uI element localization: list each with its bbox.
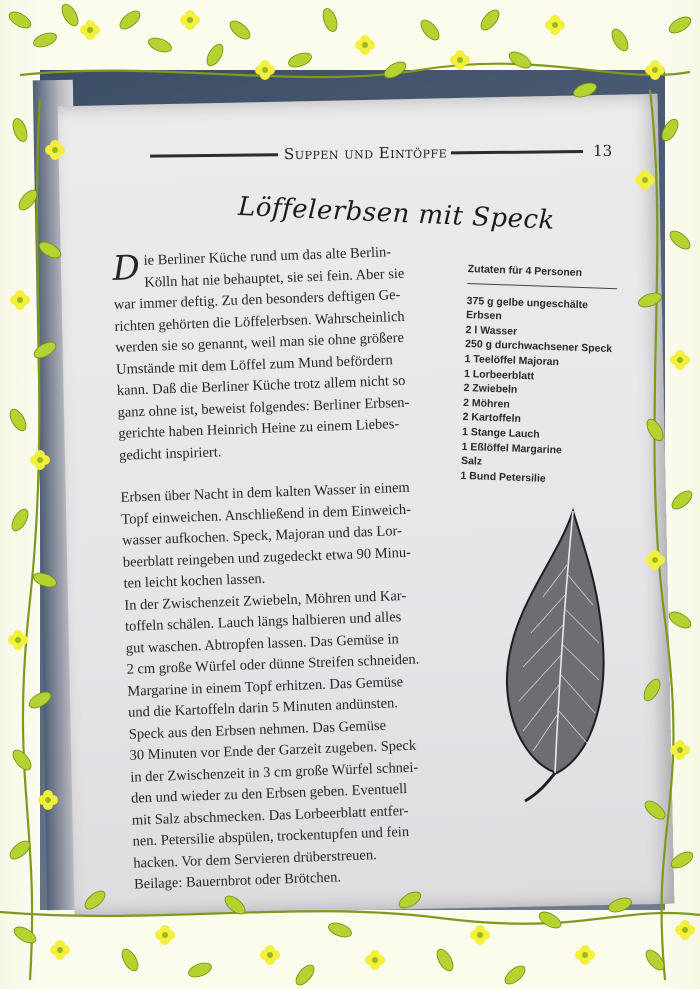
intro-line: werden sie so genannt, weil man sie ohne größere [115, 329, 405, 356]
ingredient-item: 2 Kartoffeln [462, 411, 522, 426]
ingredient-item: Salz [460, 455, 483, 468]
ingredient-item: 2 Möhren [462, 396, 510, 411]
method-line: wasser aufkochen. Speck, Majoran und das Lor- [121, 523, 403, 549]
ingredient-item: 1 Stange Lauch [461, 425, 540, 441]
header-rule-right [451, 150, 583, 154]
ingredient-item: 1 Teelöffel Majoran [464, 352, 560, 369]
intro-line: ie Berliner Küche rund um das alte Berlin- [143, 244, 392, 269]
method-line: toffeln schälen. Lauch längs halbieren und alles [124, 609, 402, 635]
intro-line: gedicht inspiriert. [118, 443, 222, 464]
ingredient-item: 1 Eßlöffel Margarine [461, 440, 563, 456]
intro-line: Umstände mit dem Löffel zum Mund befördern [115, 351, 393, 378]
method-line: Erbsen über Nacht in dem kalten Wasser in einem [120, 479, 410, 506]
bay-leaf-illustration [495, 505, 620, 805]
ingredients-heading: Zutaten für 4 Personen [467, 262, 618, 289]
intro-line: Kölln hat nie behauptet, sie sei fein. Aber sie [144, 265, 405, 291]
method-line: beerblatt reingeben und zugedeckt etwa 90 Minu- [122, 544, 412, 571]
method-line: den und wieder zu den Erbsen geben. Eventuell [130, 781, 408, 807]
recipe-body [112, 240, 484, 896]
method-line: ten leicht kochen lassen. [123, 570, 266, 592]
method-line: Topf einweichen. Anschließend in dem Einweich- [121, 501, 412, 528]
header-rule-left [150, 153, 278, 157]
method-line: und die Kartoffeln darin 5 Minuten andünsten. [127, 695, 399, 721]
ingredient-item: 375 g gelbe ungeschälte [466, 294, 589, 311]
method-line: Speck aus den Erbsen nehmen. Das Gemüse [128, 717, 387, 743]
method-line: 30 Minuten vor Ende der Garzeit zugeben. Speck [129, 737, 417, 764]
method-line: mit Salz abschmecken. Das Lorbeerblatt entfer- [131, 802, 409, 829]
ingredient-item: 250 g durchwachsener Speck [464, 338, 613, 356]
frame-top [0, 0, 700, 70]
intro-paragraph [112, 240, 469, 467]
ingredient-item: 1 Lorbeerblatt [463, 367, 535, 382]
running-head [150, 138, 640, 167]
frame-bottom [0, 904, 700, 989]
method-line: hacken. Vor dem Servieren drüberstreuen. [133, 846, 377, 872]
recipe-title: Löffelerbsen mit Speck [237, 191, 556, 236]
method-paragraph [120, 476, 484, 896]
ingredient-item: 2 Zwiebeln [463, 382, 518, 396]
method-line: Margarine in einem Topf erhitzen. Das Gemüse [127, 673, 404, 700]
intro-line: gerichte haben Heinrich Heine zu einem Liebes- [118, 416, 400, 442]
ingredient-item: 1 Bund Petersilie [460, 469, 546, 485]
method-line: gut waschen. Abtropfen lassen. Das Gemüse in [125, 630, 399, 657]
section-title: Suppen und Eintöpfe [283, 143, 448, 164]
method-line: in der Zwischenzeit in 3 cm große Würfel schnei- [130, 759, 419, 786]
drop-cap: D [111, 248, 141, 289]
intro-line: ganz ohne ist, beweist folgendes: Berliner Erbsen- [117, 394, 410, 421]
method-line: In der Zwischenzeit Zwiebeln, Möhren und Kar- [124, 587, 407, 614]
ingredient-item: Erbsen [465, 309, 502, 323]
intro-line: war immer deftig. Zu den besonders deftigen Ge- [113, 286, 401, 313]
method-line: nen. Petersilie abspülen, trockentupfen und fein [132, 823, 410, 850]
intro-line: richten gehörten die Löffelerbsen. Wahrscheinlich [114, 308, 405, 335]
method-line: 2 cm große Würfel oder dünne Streifen schneiden. [126, 651, 420, 678]
intro-line: kann. Daß die Berliner Küche trotz allem nicht so [116, 372, 406, 399]
ingredient-item: 2 l Wasser [465, 323, 518, 338]
page-number: 13 [592, 141, 613, 160]
method-line: Beilage: Bauernbrot oder Brötchen. [133, 869, 342, 893]
ingredient-list [460, 262, 618, 488]
